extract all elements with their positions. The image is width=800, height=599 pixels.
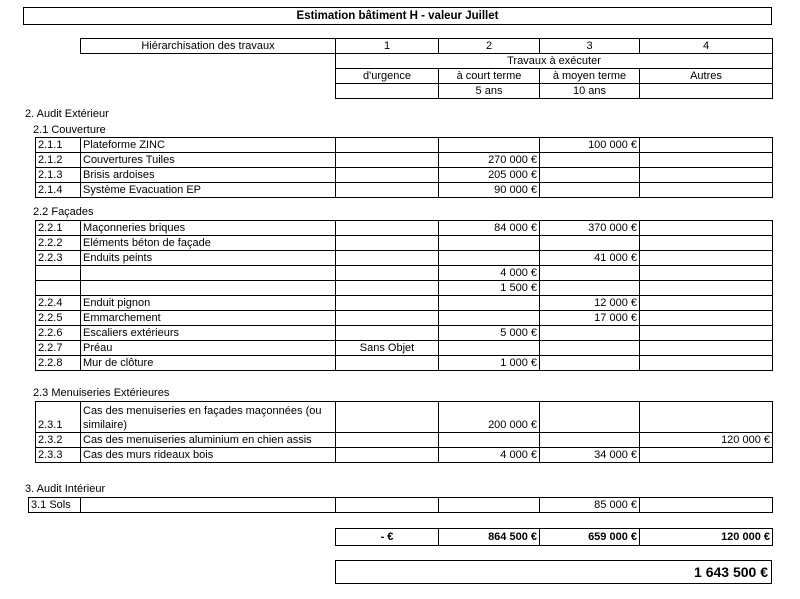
row-c2: 5 000 € bbox=[439, 326, 540, 341]
row-c3 bbox=[540, 236, 640, 251]
sols-table bbox=[28, 497, 773, 513]
row-c1 bbox=[336, 402, 439, 433]
row-c1 bbox=[336, 498, 439, 513]
row-num: 2.2.8 bbox=[36, 356, 81, 371]
table-row bbox=[36, 326, 773, 341]
row-c4 bbox=[640, 356, 773, 371]
row-c2 bbox=[439, 236, 540, 251]
row-label: Enduits peints bbox=[81, 251, 336, 266]
row-label: Eléments béton de façade bbox=[81, 236, 336, 251]
table-row bbox=[36, 221, 773, 236]
row-c2: 270 000 € bbox=[439, 153, 540, 168]
grand-total: 1 643 500 € bbox=[335, 560, 772, 584]
row-c4 bbox=[640, 341, 773, 356]
row-c1 bbox=[336, 266, 439, 281]
row-c1 bbox=[336, 168, 439, 183]
col-3: 3 bbox=[540, 39, 640, 54]
row-c4 bbox=[640, 221, 773, 236]
row-c1 bbox=[336, 183, 439, 198]
row-c3 bbox=[540, 433, 640, 448]
row-c3 bbox=[540, 183, 640, 198]
hierarchy-label: Hiérarchisation des travaux bbox=[81, 39, 336, 54]
row-c1 bbox=[336, 356, 439, 371]
section-audit-ext: 2. Audit Extérieur bbox=[25, 108, 109, 120]
section-couverture: 2.1 Couverture bbox=[33, 124, 106, 136]
row-num bbox=[36, 266, 81, 281]
table-row bbox=[36, 356, 773, 371]
row-label: Préau bbox=[81, 341, 336, 356]
row-c2 bbox=[439, 498, 540, 513]
row-c3: 34 000 € bbox=[540, 448, 640, 463]
row-label bbox=[81, 498, 336, 513]
table-row bbox=[36, 281, 773, 296]
row-c2: 84 000 € bbox=[439, 221, 540, 236]
table-row bbox=[36, 311, 773, 326]
row-c2 bbox=[439, 341, 540, 356]
row-c4 bbox=[640, 448, 773, 463]
row-c4 bbox=[640, 326, 773, 341]
table-row bbox=[36, 448, 773, 463]
col-4: 4 bbox=[640, 39, 773, 54]
row-c3 bbox=[540, 402, 640, 433]
row-c4 bbox=[640, 402, 773, 433]
row-c1: Sans Objet bbox=[336, 341, 439, 356]
row-label: Enduit pignon bbox=[81, 296, 336, 311]
delay-4 bbox=[640, 84, 773, 99]
table-row bbox=[36, 168, 773, 183]
row-num: 2.3.3 bbox=[36, 448, 81, 463]
menuiseries-table bbox=[35, 401, 773, 463]
col-1: 1 bbox=[336, 39, 439, 54]
section-menuiseries: 2.3 Menuiseries Extérieures bbox=[33, 387, 170, 399]
row-num: 2.1.2 bbox=[36, 153, 81, 168]
table-row bbox=[36, 402, 773, 433]
row-c1 bbox=[336, 326, 439, 341]
row-c1 bbox=[336, 221, 439, 236]
row-c2 bbox=[439, 296, 540, 311]
row-label bbox=[81, 281, 336, 296]
table-row bbox=[36, 183, 773, 198]
row-c3 bbox=[540, 168, 640, 183]
row-c1 bbox=[336, 138, 439, 153]
total-court: 864 500 € bbox=[439, 529, 540, 546]
table-row bbox=[36, 251, 773, 266]
table-row bbox=[36, 153, 773, 168]
row-num: 2.2.2 bbox=[36, 236, 81, 251]
table-row bbox=[36, 236, 773, 251]
table-row bbox=[36, 296, 773, 311]
row-c1 bbox=[336, 296, 439, 311]
row-c1 bbox=[336, 448, 439, 463]
row-c2: 4 000 € bbox=[439, 448, 540, 463]
row-c4 bbox=[640, 251, 773, 266]
table-row bbox=[36, 138, 773, 153]
total-autres: 120 000 € bbox=[640, 529, 773, 546]
row-num: 2.3.2 bbox=[36, 433, 81, 448]
page-title: Estimation bâtiment H - valeur Juillet bbox=[23, 7, 772, 25]
total-moyen: 659 000 € bbox=[540, 529, 640, 546]
row-c2: 90 000 € bbox=[439, 183, 540, 198]
section-facades: 2.2 Façades bbox=[33, 206, 94, 218]
cat-moyen: à moyen terme bbox=[540, 69, 640, 84]
col-2: 2 bbox=[439, 39, 540, 54]
cat-urgence: d'urgence bbox=[336, 69, 439, 84]
row-c3 bbox=[540, 341, 640, 356]
row-c4 bbox=[640, 266, 773, 281]
row-c2 bbox=[439, 138, 540, 153]
row-label: Cas des murs rideaux bois bbox=[81, 448, 336, 463]
row-c1 bbox=[336, 153, 439, 168]
row-c3: 370 000 € bbox=[540, 221, 640, 236]
row-num bbox=[36, 281, 81, 296]
row-c1 bbox=[336, 311, 439, 326]
table-row bbox=[29, 498, 773, 513]
totals-table bbox=[335, 528, 773, 546]
delay-3: 10 ans bbox=[540, 84, 640, 99]
row-num: 2.1.4 bbox=[36, 183, 81, 198]
row-c4 bbox=[640, 311, 773, 326]
travaux-label: Travaux à exécuter bbox=[336, 54, 773, 69]
row-label bbox=[81, 266, 336, 281]
row-label: Cas des menuiseries aluminium en chien assis bbox=[81, 433, 336, 448]
row-c4 bbox=[640, 498, 773, 513]
table-row bbox=[36, 341, 773, 356]
row-c3: 85 000 € bbox=[540, 498, 640, 513]
row-c4 bbox=[640, 296, 773, 311]
table-row bbox=[36, 433, 773, 448]
row-label: Brisis ardoises bbox=[81, 168, 336, 183]
row-c3 bbox=[540, 326, 640, 341]
total-urgence: - € bbox=[336, 529, 439, 546]
row-label: Escaliers extérieurs bbox=[81, 326, 336, 341]
row-num: 2.1.1 bbox=[36, 138, 81, 153]
table-row bbox=[36, 266, 773, 281]
cat-autres: Autres bbox=[640, 69, 773, 84]
delay-1 bbox=[336, 84, 439, 99]
row-num: 2.2.3 bbox=[36, 251, 81, 266]
row-c3 bbox=[540, 356, 640, 371]
row-c2: 200 000 € bbox=[439, 402, 540, 433]
row-c2 bbox=[439, 311, 540, 326]
row-num: 2.3.1 bbox=[36, 402, 81, 433]
row-c3: 17 000 € bbox=[540, 311, 640, 326]
row-num: 2.2.7 bbox=[36, 341, 81, 356]
row-c4 bbox=[640, 153, 773, 168]
row-c1 bbox=[336, 251, 439, 266]
row-c4: 120 000 € bbox=[640, 433, 773, 448]
section-audit-int: 3. Audit Intérieur bbox=[25, 483, 106, 495]
row-label: Maçonneries briques bbox=[81, 221, 336, 236]
row-c4 bbox=[640, 168, 773, 183]
delay-2: 5 ans bbox=[439, 84, 540, 99]
row-c3: 12 000 € bbox=[540, 296, 640, 311]
row-c3: 100 000 € bbox=[540, 138, 640, 153]
row-c4 bbox=[640, 138, 773, 153]
row-c3 bbox=[540, 153, 640, 168]
row-label: Plateforme ZINC bbox=[81, 138, 336, 153]
row-c4 bbox=[640, 183, 773, 198]
couverture-table bbox=[35, 137, 773, 198]
row-num: 3.1 Sols bbox=[29, 498, 81, 513]
row-c3: 41 000 € bbox=[540, 251, 640, 266]
facades-table bbox=[35, 220, 773, 371]
row-c1 bbox=[336, 281, 439, 296]
row-label: Cas des menuiseries en façades maçonnées (ou similaire) bbox=[81, 402, 336, 433]
row-c1 bbox=[336, 236, 439, 251]
row-label: Mur de clôture bbox=[81, 356, 336, 371]
cat-court: à court terme bbox=[439, 69, 540, 84]
row-num: 2.2.6 bbox=[36, 326, 81, 341]
row-c2: 4 000 € bbox=[439, 266, 540, 281]
row-c1 bbox=[336, 433, 439, 448]
row-c4 bbox=[640, 281, 773, 296]
row-c2 bbox=[439, 251, 540, 266]
row-c2: 205 000 € bbox=[439, 168, 540, 183]
row-num: 2.2.1 bbox=[36, 221, 81, 236]
row-c3 bbox=[540, 266, 640, 281]
row-c2 bbox=[439, 433, 540, 448]
row-num: 2.2.4 bbox=[36, 296, 81, 311]
row-c3 bbox=[540, 281, 640, 296]
row-c2: 1 000 € bbox=[439, 356, 540, 371]
header-table bbox=[80, 38, 773, 99]
row-num: 2.2.5 bbox=[36, 311, 81, 326]
row-label: Système Evacuation EP bbox=[81, 183, 336, 198]
row-label: Couvertures Tuiles bbox=[81, 153, 336, 168]
row-c2: 1 500 € bbox=[439, 281, 540, 296]
row-num: 2.1.3 bbox=[36, 168, 81, 183]
row-label: Emmarchement bbox=[81, 311, 336, 326]
row-c4 bbox=[640, 236, 773, 251]
